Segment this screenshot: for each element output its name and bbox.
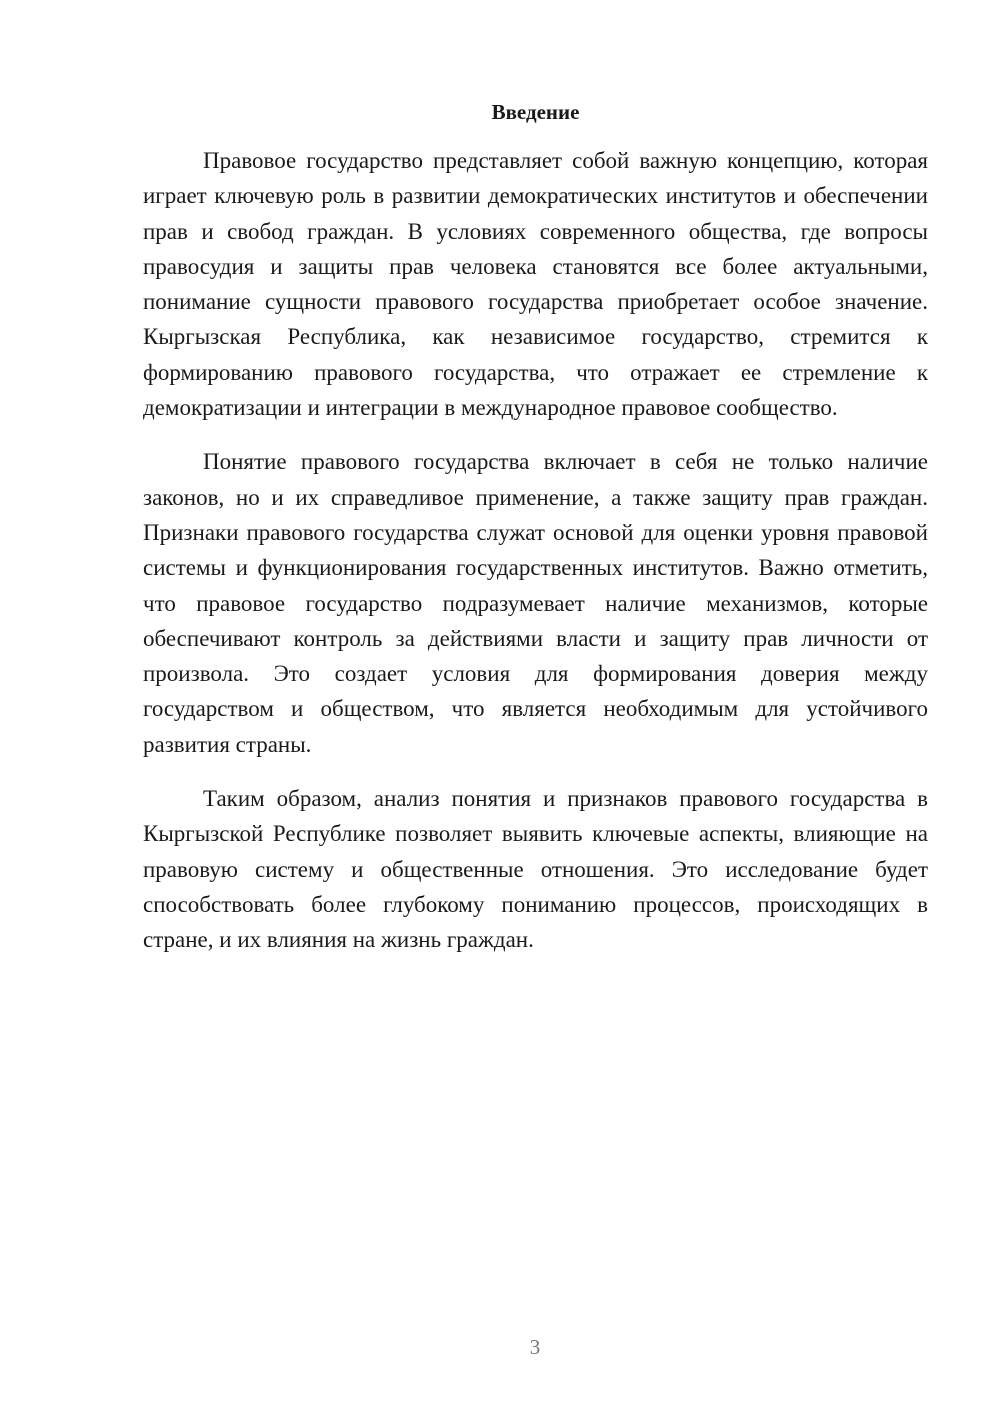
- paragraph-3: Таким образом, анализ понятия и признаков правового государства в Кыргызской Республике позволяет выявить ключевые аспекты, влияющие на правовую систему и общественные отношения. Это исследование будет способствовать более глубокому пониманию процессов, происходящих в стране, и их влияния на жизнь граждан.: [143, 786, 928, 953]
- paragraph-2: Понятие правового государства включает в себя не только наличие законов, но и их справедливое применение, а также защиту прав граждан. Признаки правового государства служат основой для оценки уровня правовой системы и функционирования государственных институтов. Важно отметить, что правовое государство подразумевает наличие механизмов, которые обеспечивают контроль за действиями власти и защиту прав личности от произвола. Это создает условия для формирования доверия между государством и обществом, что является необходимым для устойчивого развития страны.: [143, 449, 928, 757]
- paragraph-1: Правовое государство представляет собой важную концепцию, которая играет ключевую роль в развитии демократических институтов и обеспечении прав и свобод граждан. В условиях современного общества, где вопросы правосудия и защиты прав человека становятся все более актуальными, понимание сущности правового государства приобретает особое значение. Кыргызская Республика, как независимое государство, стремится к формированию правового государства, что отражает ее стремление к демократизации и интеграции в международное правовое сообщество.: [143, 148, 928, 421]
- page-number: 3: [529, 1335, 541, 1359]
- body-text: [143, 143, 928, 977]
- section-heading: Введение: [491, 100, 580, 124]
